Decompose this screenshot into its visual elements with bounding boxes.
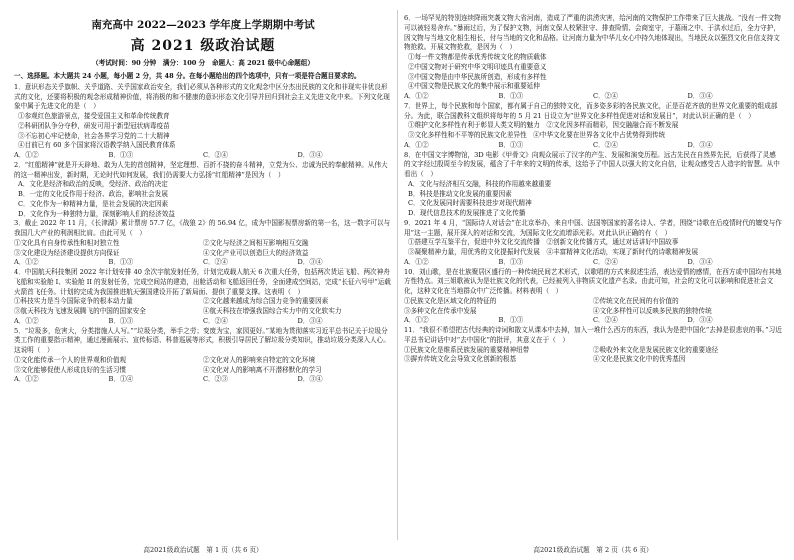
exam-meta: （考试时间：90 分钟 满分：100 分 命题人：高 2021 级中心命题组）: [92, 59, 314, 68]
option-statement: ①民族文化是区域文化的特征的: [404, 296, 497, 305]
option-statement: ③中国文物是由中华民族所创造，形成有多样性: [408, 72, 547, 81]
option-statement: ③文化建设为经济建设提供方向保证: [14, 248, 120, 257]
option-statement: ③凝聚精神力量，用优秀的文化提振时代发展 ④丰富精神文化活动，实现了新时代的诗歌精神发展: [408, 248, 699, 256]
option-statement: ④航天科技在增强我国综合实力中的文化软实力: [203, 307, 342, 315]
question-stem: 2．“红船精神”就是开天辟地、敢为人先的首创精神，坚定理想、百折不挠的奋斗精神，立党为公、忠诚为民的奉献精神。从伟大的这一精神出发，新时期，无论时代如何发展，我们仍需要大力弘扬“红船精神”是因为（ ）: [14, 160, 388, 179]
exam-title: 高 2021 级政治试题: [130, 37, 276, 54]
answer-choice[interactable]: D．③④: [687, 257, 713, 266]
answer-choice[interactable]: B．①③: [108, 258, 134, 267]
option-statement: ①文化能传承一个人的世界观和价值观: [14, 355, 127, 364]
question-stem: 7．世界上，每个民族和每个国家，都有属于自己的独特文化，而多姿多彩的各民族文化，正是百花齐放的世界文化重要的组成部分。为此，联合国教科文组织将每年的 5 月 21 日设立为“世界文化多样性促进对话和发展日”，对此认识正确的是（ ）: [404, 101, 778, 120]
option-statement: ②中国文物对于研究中华文明印迹具有重要意义: [408, 62, 547, 71]
question-stem: 9．2021 年 4 月，“国际诗人对话会”在北京举办，来自中国、法国等国家的著名诗人、学者，围绕“诗歌在后疫情时代的嬗变与作用”这一主题，展开深入的对话和交流，为国际文化交流增添光彩。对此认识正确的有（ ）: [404, 218, 782, 237]
option-statement: ①参观红色旅游景点，接受爱国主义和革命传统教育: [18, 112, 170, 120]
answer-choices: [14, 151, 392, 161]
question-options: [404, 297, 782, 317]
option-statement: ④文化产业可以创造巨大的经济效益: [203, 248, 309, 257]
answer-choice[interactable]: B．①③: [108, 151, 134, 159]
option-statement: ④中国文物是民族文化的集中展示和重要延伸: [408, 82, 540, 91]
answer-choice[interactable]: D．③④: [687, 92, 713, 100]
answer-choice[interactable]: A．①②: [404, 92, 429, 100]
answer-choice[interactable]: A．①②: [404, 140, 429, 149]
school-line: 南充高中 2022—2023 学年度上学期期中考试: [91, 19, 315, 31]
answer-choice[interactable]: A．①②: [14, 375, 39, 384]
answer-choices: [14, 375, 392, 385]
question-options: [14, 297, 392, 317]
answer-choice[interactable]: C．②④: [593, 257, 618, 266]
answer-choice[interactable]: C．②④: [593, 316, 618, 325]
answer-choice[interactable]: C．②③: [203, 375, 228, 384]
option-statement: A．文化是经济和政治的反映，受经济、政治的决定: [18, 180, 168, 189]
option-statement: ①文化具有自身传承性和相对独立性: [14, 238, 120, 247]
answer-choice[interactable]: A．①②: [404, 257, 429, 266]
question-stem: 5．“垃圾多，危害大，分类措施人人写。”“垃圾分类，举手之劳；变废为宝，家园更好。”某地为贯彻落实习近平总书记关于垃圾分类工作的重要指示精神，通过漫画展示、宣传标语、科普巡展等形式，积极引导居民了解垃圾分类知识，推动垃圾分类深入人心。这说明（ ）: [14, 326, 390, 354]
answer-choice[interactable]: D．③④: [297, 258, 323, 267]
question-options: [404, 53, 782, 92]
option-statement: ③摒弃传统文化会导致文化创新的根基: [404, 355, 517, 364]
answer-choices: [14, 258, 392, 268]
answer-choice[interactable]: A．①②: [14, 151, 39, 159]
answer-choice[interactable]: B．①③: [108, 316, 134, 325]
answer-choices: [404, 258, 782, 268]
question-stem: 3．截止 2022 年 11 月，《长津湖》累计票房 57.7 亿，《战狼 2》的 56.94 亿，成为中国影视票房新的第一名，这一数字可以与我国几大产业的利润相比肩。由此可见（ ）: [14, 219, 391, 237]
option-statement: ①民族文化是维系民族发展的重要精神纽带: [404, 345, 530, 354]
right-question-list: [404, 14, 782, 365]
option-statement: ②文化与经济之间相互影响相互交融: [203, 238, 309, 247]
option-statement: D．现代信息技术的发展推进了文化传播: [408, 209, 526, 217]
option-statement: ③文化多样性和不平等的民族文化差异性 ④中华文化要在世界各文化中占优势得到传统: [408, 131, 666, 139]
answer-choices: [404, 141, 782, 151]
answer-choice[interactable]: C．②④: [593, 92, 618, 100]
question-stem: 6．一场罕见的特别连续降雨突袭文物大省河南，造成了严重的洪涝灾害，给河南的文物保护工作带来了巨大挑战。“没有一件文物可以被轻易舍弃。”暴雨过后，为了保护文物，河南文保人校紧驻守、排查险情、会商室守，于墓雨之中、于洪水过后，全力守护，因文物与当地文化相生相长，付与当地的文化和品格。让河南力量为中华儿女心中持久地体现出，当地民众以强烈文化自信支持文物抢救。开展文物抢救，是因为（ ）: [404, 14, 781, 52]
left-question-list: [14, 83, 392, 385]
answer-choice[interactable]: D．③④: [687, 316, 713, 325]
option-statement: ②吸收外来文化是发展民族文化的重要途径: [593, 345, 719, 354]
question-options: [404, 238, 782, 258]
answer-choice[interactable]: A．①②: [14, 316, 39, 325]
answer-choices: [404, 316, 782, 326]
option-statement: ①搭建互学互鉴平台，促进中外文化交流传播 ②创新文化传播方式，通过对话讲好中国故事: [408, 238, 679, 247]
question-options: [404, 346, 782, 366]
answer-choice[interactable]: A．①②: [404, 316, 429, 325]
answer-choice[interactable]: A．①②: [14, 258, 39, 267]
answer-choice[interactable]: B．①③: [498, 316, 524, 325]
answer-choice[interactable]: C．②④: [593, 140, 618, 149]
option-statement: ②传统文化在民间的有价值的: [593, 296, 679, 305]
option-statement: ④文化是民族文化中的优秀基因: [593, 355, 686, 364]
option-statement: ②文化对人的影响来自特定的文化环境: [203, 355, 316, 364]
option-statement: ②科研团队争分夺秒，研发可用于新型冠状病毒疫苗: [18, 121, 170, 130]
left-column: [14, 14, 392, 385]
option-statement: A．文化与经济相互交融，科技的作用越来越重要: [408, 179, 552, 188]
column-divider: [397, 10, 398, 540]
question-stem: 10．刘山歌，是在壮族聚居区盛行的一种传统民间艺术形式，以歌唱的方式来叙述生活，表达爱情的感情，在西方或中国均有其地方性特点。刘三姐歌被认为是壮族文化的代表，已经被列入非物质文化遗产名录。由此可知，社会的文化可以影响和促进社会文化，这种文化在当地群众中广泛传播。材料表明（ ）: [404, 267, 782, 295]
question-options: [14, 112, 392, 151]
question-options: [14, 356, 392, 376]
option-statement: B．科技是推动文化发展的重要因素: [408, 189, 512, 198]
page-footer-right: 高2021级政治试题 第 2 页（共 6 页）: [533, 546, 653, 554]
option-statement: ③多种文化在传承中发展: [404, 306, 477, 315]
exam-header: [14, 18, 392, 69]
option-statement: ①科技实力是当今国际竞争的根本动力量: [14, 297, 133, 306]
question-stem: 1．意识形态关乎旗帜、关乎道路、关乎国家政治安全，我们必须从各种形式的文化观念中区分杰出民族的文化和非现实非优良形式的文化，还要将积极的观念形成精神价值，将消极的和不健康的意识形态文化引导并回归到社会主义先进文化中来。下列文化现象中属于先进文化的是（ ）: [14, 82, 390, 111]
page-footer-left: 高2021级政治试题 第 1 页（共 6 页）: [143, 546, 263, 554]
answer-choice[interactable]: C．②④: [203, 151, 228, 159]
question-options: [14, 239, 392, 259]
question-stem: 11．“我很不希望把古代经典的诗词和散文从课本中去掉，加入一堆什么西方的东西，我认为是把中国化”去掉是很悲哀的事。”习近平总书记讲话中对“去中国化”的批评，其意义在于（ ）: [404, 326, 782, 344]
right-column: [404, 14, 782, 365]
answer-choice[interactable]: B．①④: [108, 375, 134, 384]
answer-choice[interactable]: D．③④: [297, 316, 323, 325]
question-options: [14, 180, 392, 219]
question-stem: 8．在中国文字博物馆，3D 电影《甲骨文》向观众展示了汉字的产生、发展和演变历程。远古先民在自然界先民，后获得了灵感的文字经过殷周至今的发展，蕴含了千年来的文明的传承，这给予了中国人以强大的文化自信，让观众感受古人造字的智慧。从中看出（ ）: [404, 150, 780, 178]
answer-choice[interactable]: D．③④: [297, 151, 323, 159]
option-statement: ②文化越来越成为综合国力竞争的重要因素: [203, 297, 329, 306]
answer-choices: [404, 92, 782, 102]
option-statement: ④目前已有 60 多个国家将汉语教学纳入国民教育体系: [18, 141, 176, 150]
option-statement: ③文化能够促使人形成良好的生活习惯: [14, 365, 127, 374]
answer-choice[interactable]: C．②④: [203, 258, 228, 267]
answer-choice[interactable]: D．③④: [687, 140, 713, 149]
question-stem: 4．中国航天科技集团 2022 年计划安排 40 余次宇航发射任务，计划完成载人航天 6 次重大任务，包括两次货运飞船、两次神舟飞船和实验舱 I、实验舱 II 的发射任务，完成空间站的建造，出舱活动和飞船返回任务，全面建成空间站，完成“长征六号甲”运载火箭首飞任务。计划的完成为我国推进航天强国建设开拓了新局面、提供了重要支撑。这表明（ ）: [14, 268, 391, 296]
option-statement: ④文化多样性可以反映多民族的独特传统: [593, 306, 712, 315]
question-options: [404, 121, 782, 141]
option-statement: C．文化作为一种精神力量，是社会发展的决定因素: [18, 199, 169, 208]
answer-choice[interactable]: C．②④: [203, 316, 228, 325]
answer-choice[interactable]: B．①③: [498, 92, 524, 100]
option-statement: C．文化发展同时需要科技进步对现代精神: [408, 199, 532, 208]
option-statement: ①每一件文物都是传承优秀传统文化的物质载体: [408, 53, 547, 61]
question-options: [404, 180, 782, 219]
answer-choice[interactable]: D．③④: [297, 375, 323, 384]
option-statement: ③航天科技为飞速发展腾飞的中国的国家安全: [14, 307, 146, 315]
answer-choices: [14, 317, 392, 327]
option-statement: ③不忘初心牢记使命，社会各界学习党的二十大精神: [18, 131, 170, 140]
option-statement: ④文化对人的影响离不开潜移默化的学习: [203, 365, 322, 374]
option-statement: D．文化作为一种独特力量，深刻影响人们的经济效益: [18, 209, 175, 218]
answer-choice[interactable]: B．①③: [498, 257, 524, 266]
answer-choice[interactable]: B．①③: [498, 140, 524, 149]
option-statement: B．一定的文化反作用于经济、政治，影响社会发展: [18, 190, 168, 198]
option-statement: ①维护文化多样性有利于彰显人类文明的魅力 ②文化因多样而精彩，因交融融合而不断发展: [408, 121, 679, 130]
section-heading: 一、选择题。本大题共 24 小题，每小题 2 分，共 48 分。在每小题给出的四个选项中，只有一项是符合题目要求的。: [14, 72, 361, 80]
